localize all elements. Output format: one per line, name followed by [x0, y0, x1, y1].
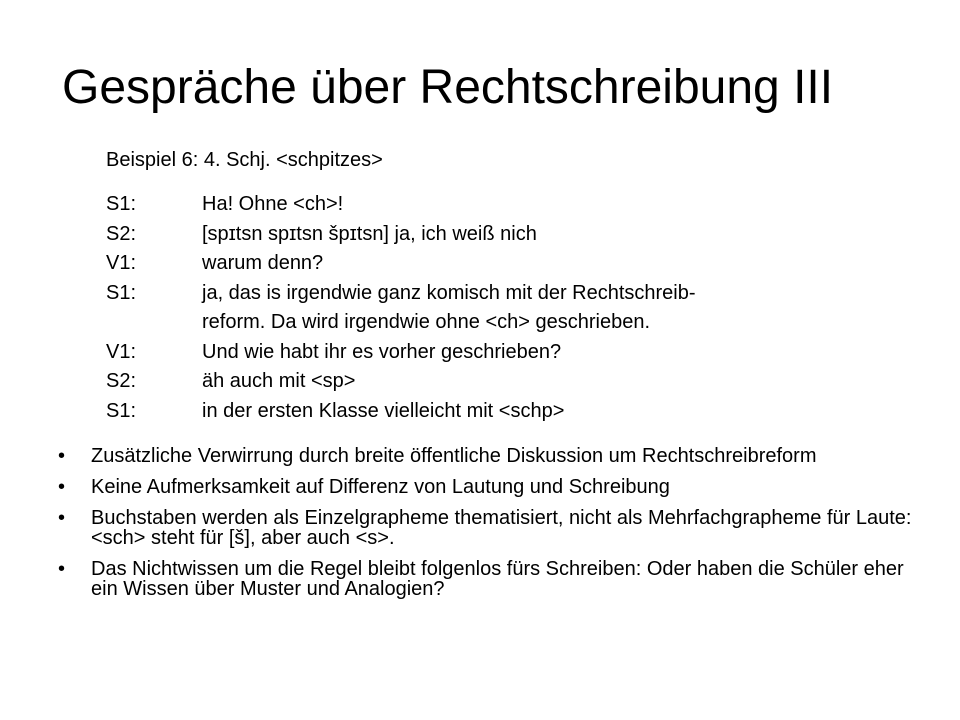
bullet-icon: • [58, 445, 66, 467]
utterance-text: ja, das is irgendwie ganz komisch mit der Rechtschreib- [202, 281, 696, 304]
utterance-text: äh auch mit <sp> [202, 370, 356, 392]
speaker-label: S1: [106, 281, 137, 304]
bullet-icon: • [58, 476, 66, 498]
bullet-text: Buchstaben werden als Einzelgrapheme thematisiert, nicht als Mehrfachgrapheme für Laute: <sch> steht für [š], aber auch <s>. [91, 507, 912, 549]
transcript-line [106, 220, 926, 250]
bullet-text: Das Nichtwissen um die Regel bleibt folgenlos fürs Schreiben: Oder haben die Schüler eher ein Wissen über Muster und Analogien? [91, 558, 904, 600]
bullet-item [58, 446, 928, 466]
transcript-line [106, 397, 926, 427]
speaker-label: S1: [106, 399, 137, 422]
bullet-item [58, 508, 928, 548]
transcript-line [106, 190, 926, 220]
slide-title: Gespräche über Rechtschreibung III [62, 61, 834, 114]
utterance-text: [spɪtsn spɪtsn špɪtsn] ja, ich weiß nich [202, 222, 537, 245]
transcript-line [106, 279, 926, 309]
speaker-label: V1: [106, 340, 137, 363]
bullet-icon: • [58, 507, 66, 529]
speaker-label: S2: [106, 222, 137, 245]
utterance-text: Ha! Ohne <ch>! [202, 193, 344, 215]
bullet-item [58, 477, 928, 497]
speaker-label: S1: [106, 193, 137, 215]
speaker-label: V1: [106, 252, 137, 274]
bullet-list [58, 446, 928, 610]
transcript-line [106, 249, 926, 279]
utterance-text: reform. Da wird irgendwie ohne <ch> geschrieben. [202, 311, 651, 333]
transcript [106, 190, 926, 426]
bullet-text: Keine Aufmerksamkeit auf Differenz von Lautung und Schreibung [91, 476, 670, 498]
utterance-text: Und wie habt ihr es vorher geschrieben? [202, 340, 562, 363]
bullet-icon: • [58, 558, 66, 580]
utterance-text: in der ersten Klasse vielleicht mit <schp> [202, 399, 565, 422]
bullet-item [58, 559, 928, 599]
speaker-label: S2: [106, 370, 137, 392]
bullet-text: Zusätzliche Verwirrung durch breite öffentliche Diskussion um Rechtschreibreform [91, 445, 817, 467]
transcript-line [106, 308, 926, 338]
transcript-line [106, 367, 926, 397]
utterance-text: warum denn? [202, 252, 324, 274]
transcript-line [106, 338, 926, 368]
example-heading: Beispiel 6: 4. Schj. <schpitzes> [106, 149, 383, 171]
